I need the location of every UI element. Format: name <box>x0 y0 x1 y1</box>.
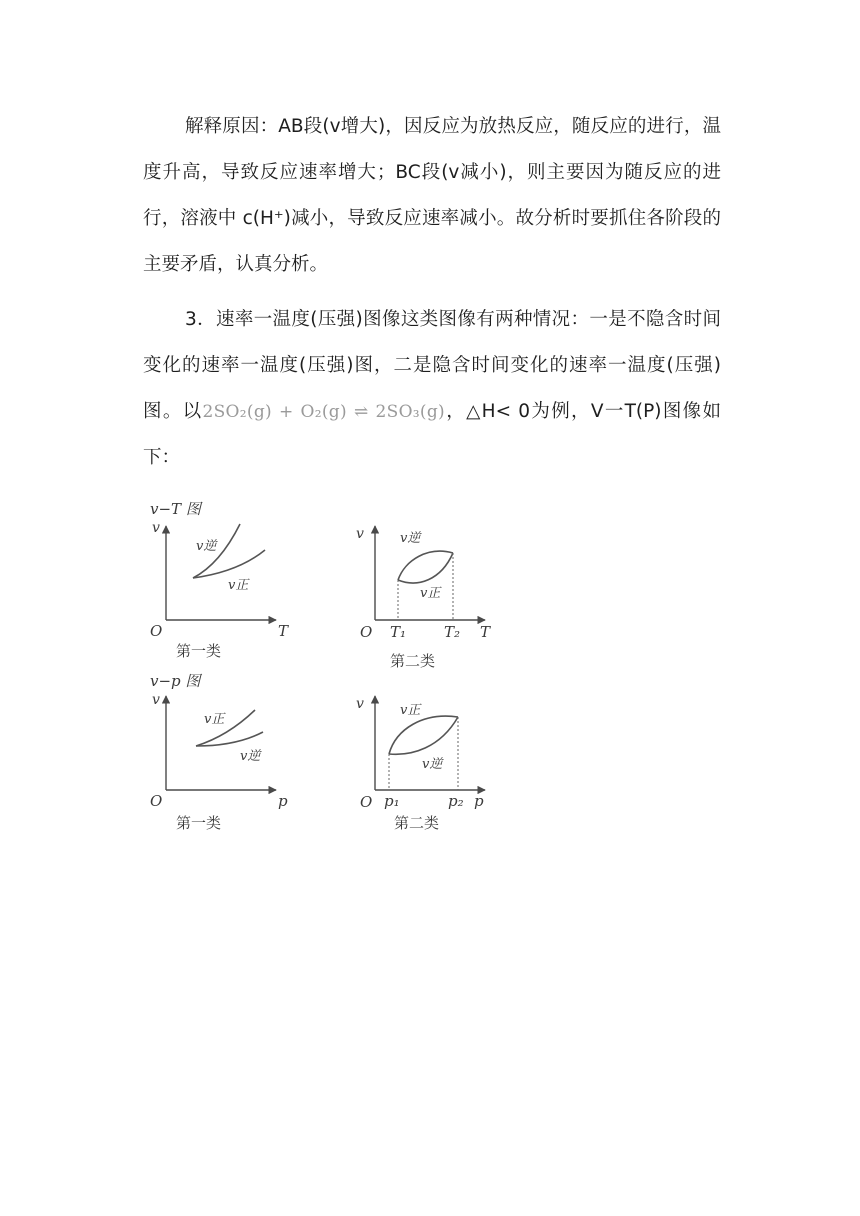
vt2-axis-v: v <box>356 526 364 542</box>
vp2-caption: 第二类 <box>394 814 440 832</box>
vt2-tick-t2: T₂ <box>444 623 461 641</box>
vt1-origin: O <box>150 622 163 640</box>
vt2-label-reverse: v逆 <box>400 531 421 546</box>
vt2-curve-forward <box>398 553 453 583</box>
vt2-tick-t1: T₁ <box>390 623 407 641</box>
vp1-caption: 第一类 <box>176 814 222 832</box>
vp2-label-reverse: v逆 <box>422 757 443 772</box>
vp-graph-type2 <box>356 696 485 832</box>
vp1-label-reverse: v逆 <box>240 749 261 764</box>
vt2-origin: O <box>360 623 373 641</box>
vp2-axis-v: v <box>356 696 364 712</box>
vp2-origin: O <box>360 793 373 811</box>
paragraph-rate-temperature <box>143 297 721 481</box>
vp1-origin: O <box>150 792 163 810</box>
rate-graph-svg <box>148 494 508 839</box>
paragraph-explanation-text: 解释原因：AB段(v增大)，因反应为放热反应，随反应的进行，温度升高，导致反应速率增大；BC段(v减小)，则主要因为随反应的进行，溶液中 c(H⁺)减小，导致反应速率减小。故分析时要抓住各阶段的主要矛盾，认真分析。 <box>143 116 721 275</box>
vt-title: v−T 图 <box>150 500 201 518</box>
vt1-axis-t: T <box>278 622 289 640</box>
vp-title: v−p 图 <box>150 672 201 690</box>
paragraph-explanation <box>143 104 721 288</box>
vt-graph-type2 <box>356 526 491 670</box>
vp1-axis-v: v <box>152 692 160 708</box>
vp1-curve-reverse <box>196 732 263 746</box>
paragraph-rate-temperature-text-a: 3．速率一温度(压强)图像这类图像有两种情况：一是不隐含时间变化的速率一温度(压强)图，二是隐含时间变化的速率一温度(压强)图。以 <box>143 309 721 422</box>
rate-graph-figure <box>148 494 508 839</box>
vp2-axis-p: p <box>474 792 484 810</box>
vt1-curve-forward <box>193 550 265 578</box>
vt2-axis-t: T <box>480 623 491 641</box>
vp2-tick-p2: p₂ <box>448 792 464 810</box>
vt1-caption: 第一类 <box>176 642 222 660</box>
vt-graph-type1 <box>150 520 289 660</box>
vt1-axis-v: v <box>152 520 160 536</box>
vt2-label-forward: v正 <box>420 586 441 601</box>
vp1-axis-p: p <box>278 792 288 810</box>
vt1-label-forward: v正 <box>228 578 249 593</box>
vt1-label-reverse: v逆 <box>196 539 217 554</box>
vt2-caption: 第二类 <box>390 652 436 670</box>
reaction-equation: 2SO₂(g) + O₂(g) ⇌ 2SO₃(g) <box>202 402 445 422</box>
vp-graph-type1 <box>150 692 288 832</box>
paragraph-rate-temperature-text-b: ，△H< 0为例，V一T(P)图像如下： <box>143 401 721 468</box>
vp2-label-forward: v正 <box>400 703 421 718</box>
vp1-label-forward: v正 <box>204 712 225 727</box>
vp2-tick-p1: p₁ <box>384 792 400 810</box>
